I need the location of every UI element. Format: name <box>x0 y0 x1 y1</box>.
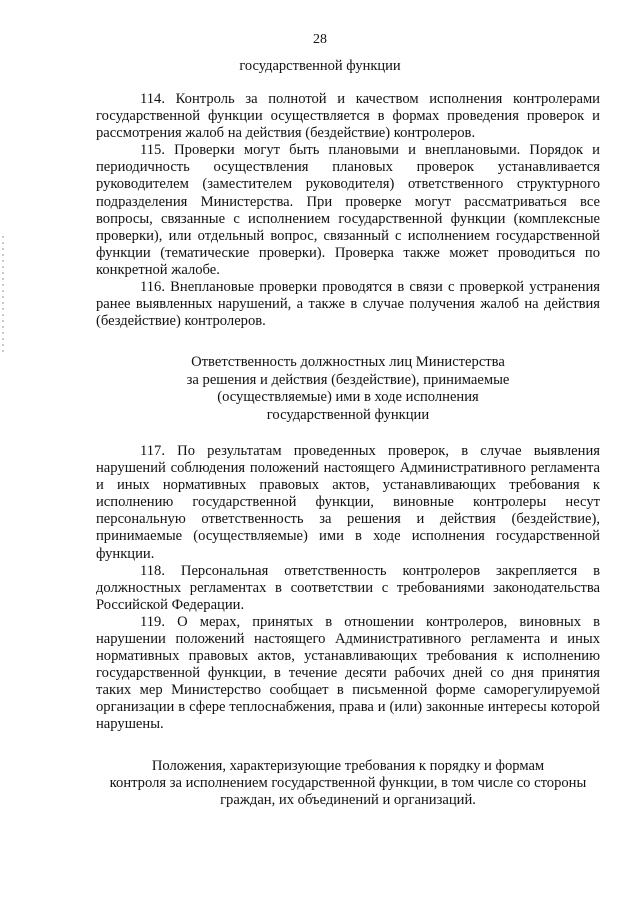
continuation-line: государственной функции <box>239 58 401 74</box>
heading-line: за решения и действия (бездействие), принимаемые <box>186 371 510 388</box>
section-heading-control-requirements <box>96 758 600 810</box>
paragraph-119: 119. О мерах, принятых в отношении контролеров, виновных в нарушении положений настоящего Административного регламента и иных нормативных правовых актов, устанавливающих требования к исполнению государственной функции, в течение десяти рабочих дней со дня принятия таких мер Министерство сообщает в письменной форме саморегулируемой организации в сфере теплоснабжения, права и (или) законные интересы которой нарушены. <box>96 613 600 733</box>
section-heading-responsibility <box>96 354 600 424</box>
heading-line: Ответственность должностных лиц Министерства <box>191 354 505 371</box>
paragraph-115: 115. Проверки могут быть плановыми и внеплановыми. Порядок и периодичность осуществления плановых проверок устанавливается руководителем (заместителем руководителя) ответственного структурного подразделения Министерства. При проверке могут рассматриваться все вопросы, связанные с исполнением государственной функции (комплексные проверки), или отдельный вопрос, связанный с исполнением государственной функции (тематические проверки). Проверка также может проводиться по конкретной жалобе. <box>96 142 600 278</box>
paragraph-117: 117. По результатам проведенных проверок, в случае выявления нарушений соблюдения положений настоящего Административного регламента и иных нормативных правовых актов, устанавливающих требования к исполнению государственной функции, виновные контролеры несут персональную ответственность за решения и действия (бездействие), принимаемые (осуществляемые) ими в ходе исполнения государственной функции. <box>96 442 600 562</box>
heading-line: (осуществляемые) ими в ходе исполнения <box>217 389 479 406</box>
document-body <box>96 91 600 829</box>
scan-margin-artifact <box>2 236 4 356</box>
heading-line: граждан, их объединений и организаций. <box>220 792 476 809</box>
paragraph-118: 118. Персональная ответственность контролеров закрепляется в должностных регламентах в соответствии с требованиями законодательства Российской Федерации. <box>96 562 600 613</box>
heading-line: Положения, характеризующие требования к порядку и формам <box>151 757 545 774</box>
heading-line: государственной функции <box>266 406 430 423</box>
page-number: 28 <box>313 32 327 47</box>
paragraph-116: 116. Внеплановые проверки проводятся в связи с проверкой устранения ранее выявленных нарушений, а также в случае получения жалоб на действия (бездействие) контролеров. <box>96 279 600 330</box>
heading-line: контроля за исполнением государственной функции, в том числе со стороны <box>109 774 587 791</box>
paragraph-114: 114. Контроль за полнотой и качеством исполнения контролерами государственной функции осуществляется в формах проведения проверок и рассмотрения жалоб на действия (бездействие) контролеров. <box>96 91 600 142</box>
